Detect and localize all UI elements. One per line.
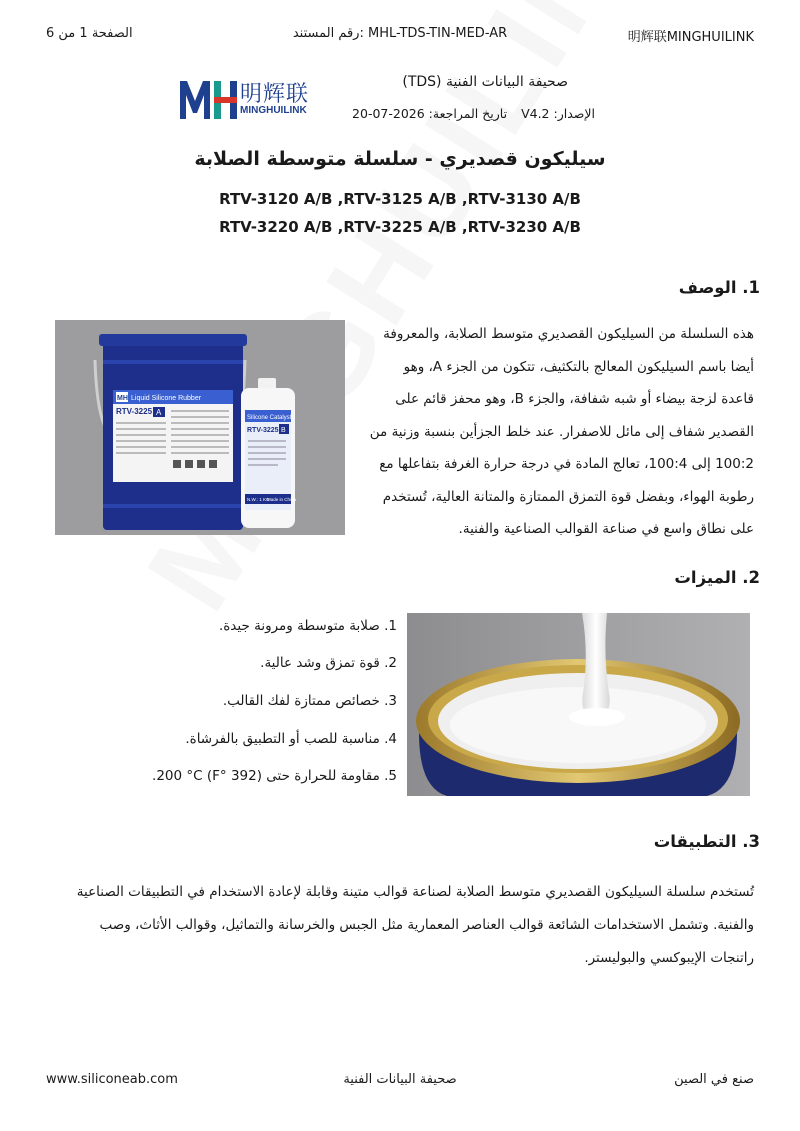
feature-item: 5. مقاومة للحرارة حتى (392 °F) 200 °C. (152, 768, 397, 784)
bottle-model: RTV-3225 (247, 427, 279, 434)
page-number: الصفحة 1 من 6 (46, 26, 133, 41)
description-line: 100:2 إلى 100:4، تعالج المادة في درجة حرارة الغرفة بتفاعلها مع (379, 456, 754, 472)
description-line: قاعدة لزجة بيضاء أو شبه شفافة، والجزء B، وهو محفز قائم على (395, 391, 754, 407)
description-line: رطوبة الهواء، وبفضل قوة التمزق الممتازة والمتانة العالية، تُستخدم (382, 488, 754, 505)
feature-item: 2. قوة تمزق وشد عالية. (260, 655, 397, 671)
logo-chinese: 明辉联 (240, 82, 310, 107)
models-line-2: RTV-3220 A/B ,RTV-3225 A/B ,RTV-3230 A/B (219, 218, 581, 236)
revision-date: تاريخ المراجعة: 2026-07-20 (352, 106, 508, 121)
bucket-part: A (156, 408, 162, 417)
company-name: 明辉联MINGHUILINK (627, 30, 754, 45)
section-heading-features: 2. الميزات (674, 568, 760, 587)
bucket-label: Liquid Silicone Rubber (131, 395, 202, 402)
product-title: سيليكون قصديري - سلسلة متوسطة الصلابة (194, 148, 606, 170)
company-logo (178, 75, 318, 125)
applications-line: تُستخدم سلسلة السيليكون القصديري متوسط الصلابة لصناعة قوالب متينة وقابلة لإعادة الاستخدام في التطبيقات الصناعية (76, 884, 754, 900)
logo-latin: MINGHUILINK (240, 105, 307, 116)
document-title: صحيفة البيانات الفنية (TDS) (402, 74, 568, 90)
footer-origin: صنع في الصين (674, 1072, 754, 1087)
description-line: القصدير شفاف إلى مائل للاصفرار. عند خلط الجزأين بنسبة وزنية من (369, 423, 754, 440)
document-number-text: رقم المستند: MHL-TDS-TIN-MED-AR (292, 26, 508, 41)
applications-line: راتنجات الإيبوكسي والبوليستر. (584, 950, 754, 966)
document-meta (352, 106, 595, 121)
section-heading-description: 1. الوصف (678, 278, 760, 297)
section-heading-applications: 3. التطبيقات (653, 832, 760, 851)
description-line: أيضا باسم السيليكون المعالج بالتكثيف، تتكون من الجزء A، وهو (403, 358, 754, 375)
applications-paragraph (42, 876, 754, 975)
silicone-pour-image (407, 613, 750, 796)
bottle-net-weight: N.W.: 1 KG (247, 497, 270, 502)
document-version: الإصدار: V4.2 (521, 106, 595, 121)
product-image (55, 320, 345, 535)
bucket-brand: MH (117, 395, 128, 402)
feature-item: 3. خصائص ممتازة لفك القالب. (222, 693, 397, 709)
bucket-model: RTV-3225 (116, 407, 153, 416)
feature-item: 1. صلابة متوسطة ومرونة جيدة. (218, 618, 397, 634)
feature-item: 4. مناسبة للصب أو التطبيق بالفرشاة. (185, 731, 397, 747)
models-line-1: RTV-3120 A/B ,RTV-3125 A/B ,RTV-3130 A/B (219, 190, 581, 208)
bottle-label: Silicone Catalyst (247, 415, 292, 421)
bottle-part: B (281, 427, 286, 434)
footer-title: صحيفة البيانات الفنية (343, 1072, 457, 1087)
description-line: هذه السلسلة من السيليكون القصديري متوسط الصلابة، والمعروفة (383, 326, 754, 342)
applications-line: والفنية. وتشمل الاستخدامات الشائعة قوالب العناصر المعمارية مثل الجبس والخرسانة والتماثيل، وقوالب الأثاث، وصب (99, 917, 754, 933)
bottle-origin: Made in China (267, 497, 297, 502)
description-line: على نطاق واسع في صناعة القوالب الصناعية والفنية. (458, 521, 754, 537)
footer-website[interactable]: www.siliconeab.com (46, 1072, 178, 1087)
description-paragraph (354, 318, 754, 546)
